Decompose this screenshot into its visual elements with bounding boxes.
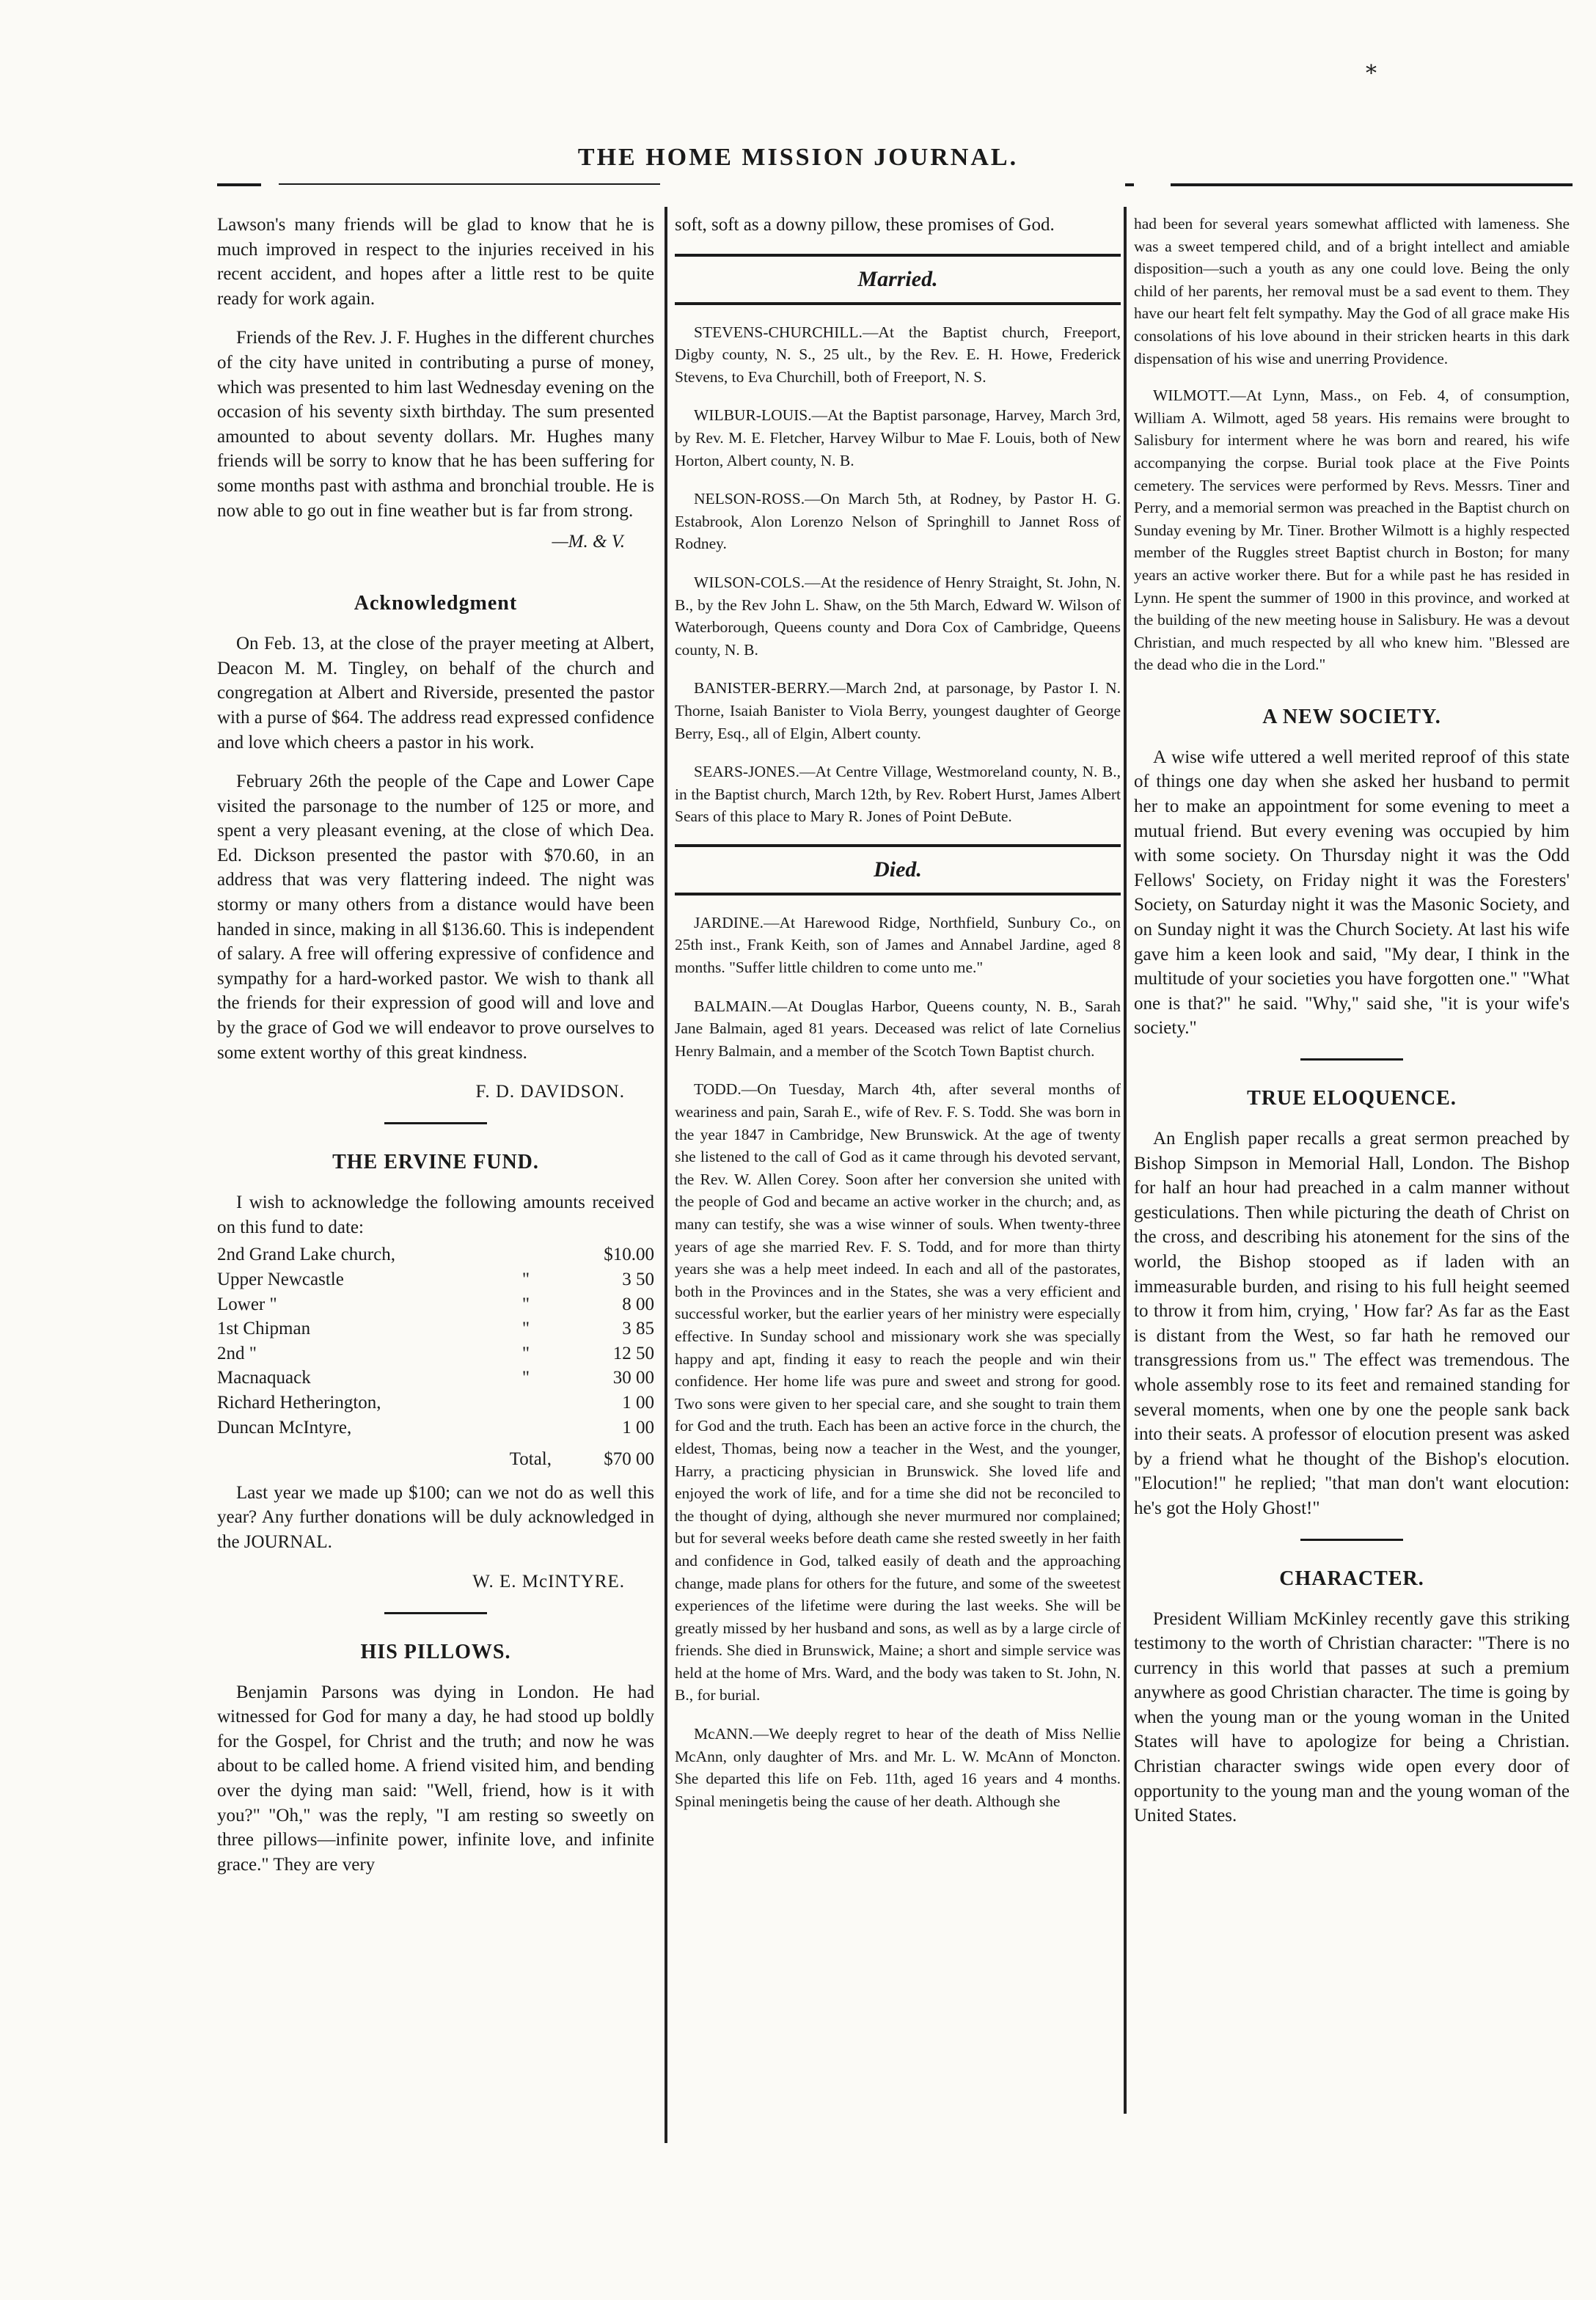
section-rule-3 [1300, 1058, 1403, 1061]
character-paragraph: President William McKinley recently gave this striking testimony to the worth of Christian character: "There is no currency in this world that passes at such a premium anywhere as good Christian character. The time is going by when the young man or the young woman in the United States will have to apologize for being a Christian. Christian character swings wide open every door of opportunity to the young man and the young woman of the United States. [1134, 1608, 1570, 1826]
ervine-fund-ditto: " [521, 1270, 530, 1289]
died-notices [675, 912, 1121, 1813]
ervine-fund-amount: 8 00 [622, 1294, 654, 1314]
married-notice: WILBUR-LOUIS.—At the Baptist parsonage, Harvey, March 3rd, by Rev. M. E. Fletcher, Harvey Wilbur to Mae F. Louis, both of New Horton, Albert county, N. B. [675, 406, 1121, 469]
married-notice: WILSON-COLS.—At the residence of Henry Straight, St. John, N. B., by the Rev John L. Shaw, on the 5th March, Edward W. Wilson of Waterborough, Queens county and Dora Cox of Cambridge, Queens county, N. B. [675, 573, 1121, 659]
his-pillows-heading: HIS PILLOWS. [360, 1640, 511, 1663]
acknowledgment-heading: Acknowledgment [354, 592, 518, 615]
mcann-continued: had been for several years somewhat afflicted with lameness. She was a sweet tempered child, and of a bright intellect and amiable disposition—such a youth as any one could love. Being the only child of her parents, her removal must be a sad event to them. They have our heart felt felt sympathy. May the God of all grace make His consolations of his love abound in their stricken hearts in this dark dispensation of his wise and unerring Providence. [1134, 215, 1570, 367]
ervine-fund-row [217, 1391, 654, 1415]
ervine-fund-row [217, 1242, 654, 1267]
ervine-fund-ditto [478, 1242, 574, 1267]
ervine-fund-name: 2nd " [217, 1343, 257, 1363]
married-title: Married. [857, 266, 938, 291]
ervine-fund-ditto: " [521, 1294, 530, 1314]
header-rule-col1 [279, 183, 660, 185]
ervine-fund-name: Richard Hetherington, [217, 1392, 381, 1413]
column-1 [217, 213, 654, 1891]
ervine-fund-heading: THE ERVINE FUND. [332, 1151, 539, 1174]
married-notice: SEARS-JONES.—At Centre Village, Westmoreland county, N. B., in the Baptist church, March 12th, by Rev. Robert Hurst, James Albert Sears of this place to Mary R. Jones of Point DeBute. [675, 763, 1121, 826]
new-society-paragraph: A wise wife uttered a well merited reproof of this state of things one day when she asked her husband to permit her to make an appointment for some evening to meet a mutual friend. But every evening was occupied by him with some society. On Thursday night it was the Odd Fellows' Society, on Friday night it was the Foresters' Society, on Saturday night it was the Masonic Society, and on Sunday night it was the Church Society. At last his wife gave him a keen look and said, "My dear, I think in the multitude of your societies you have forgotten one." "What one is that?" he said. "Why," said she, "it is your wife's society." [1134, 747, 1570, 1039]
died-notice: BALMAIN.—At Douglas Harbor, Queens county, N. B., Sarah Jane Balmain, aged 81 years. Deceased was relict of late Cornelius Henry Balmain, and a member of the Scotch Town Baptist church. [675, 997, 1121, 1060]
died-notice: JARDINE.—At Harewood Ridge, Northfield, Sunbury Co., on 25th inst., Frank Keith, son of James and Annabel Jardine, aged 8 months. "Suffer little children to come unto me." [675, 913, 1121, 977]
ervine-fund-total-label: Total, [509, 1449, 552, 1470]
hughes-signature: —M. & V. [552, 532, 625, 552]
ervine-fund-name: 1st Chipman [217, 1319, 311, 1339]
column-3 [1134, 213, 1570, 1843]
ervine-fund-row [217, 1267, 654, 1292]
ervine-fund-amount: 12 50 [612, 1343, 654, 1363]
acknowledgment-paragraph-1: On Feb. 13, at the close of the prayer meeting at Albert, Deacon M. M. Tingley, on behalf of the church and congregation at Albert and Riverside, presented the pastor with a purse of $64. The address read expressed confidence and love which cheers a pastor in his work. [217, 634, 654, 752]
married-notice: BANISTER-BERRY.—March 2nd, at parsonage, by Pastor I. N. Thorne, Isaiah Banister to Viola Berry, youngest daughter of George Berry, Esq., all of Elgin, Albert county. [675, 679, 1121, 742]
died-notice: TODD.—On Tuesday, March 4th, after several months of weariness and pain, Sarah E., wife of Rev. F. S. Todd. She was born in the year 1847 in Cambridge, New Brunswick. At the age of twenty she listened to the call of God as it came through his devoted servant, the Rev. W. Allen Corey. Soon after her conversion she united with the people of God and became an active worker in the church; and, as many can testify, she was a wise winner of souls. When twenty-three years of age she married Rev. F. S. Todd, and for more than thirty years she was a help meet indeed. In each and all of the pastorates, both in the Provinces and in the States, she was a very efficient and successful worker, but the earlier years of her ministry were especially effective. In Sunday school and missionary work she was specially happy and apt, finding it easy to reach the people and win their confidence. Her home life was pure and sweet and strong for good. Two sons were given to her special care, and she sought to train them for God and the truth. Each has been an active force in the church, the eldest, Thomas, being now a teacher in the West, and the younger, Harry, a practicing physician in Brunswick. She loved life and enjoyed the work of life, and for a time she did not be reconciled to the thought of dying, although she never murmured nor complained; but for several weeks before death came she rested sweetly in her faith and confidence in God, talked easily of death and the approaching change, made plans for others for the future, and some of the sweetest experiences of the lifetime were during the last weeks. She will be greatly missed by her husband and sons, as well as by a large circle of friends. She died in Brunswick, Maine; a short and simple service was held at the home of Mrs. Ward, and the body was taken to St. John, N. B., for burial. [675, 1080, 1121, 1704]
wilmott-notice: WILMOTT.—At Lynn, Mass., on Feb. 4, of consumption, William A. Wilmott, aged 58 years. His remains were brought to Salisbury for interment where he was born and reared, his wife accompanying the corpse. Burial took place at the Five Points cemetery. The services were performed by Revs. Messrs. Tiner and Perry, and a memorial sermon was preached in the Baptist church on Sunday evening by Mr. Tiner. Brother Wilmott is a highly respected member of the Ruggles street Baptist church in Boston; for many years an active worker there. But for a while past he has resided in Lynn. He spent the summer of 1900 in this province, and worked at the building of the new meeting house in Salisbury. He was a devout Christian, and much respected by all who knew him. "Blessed are the dead who die in the Lord." [1134, 387, 1570, 674]
ervine-fund-name: Upper Newcastle [217, 1270, 344, 1289]
true-eloquence-heading: TRUE ELOQUENCE. [1247, 1087, 1457, 1110]
true-eloquence-paragraph: An English paper recalls a great sermon preached by Bishop Simpson in Memorial Hall, London. The Bishop for half an hour had preached in a calm manner without gesticulations. Then while picturing the death of Christ on the cross, and describing his atonement for the sins of the world, the Bishop stooped as if laden with an immeasurable burden, and rising to his full height seemed to throw it from him, crying, ' How far? As far as the East is distant from the West, so far hath he removed our transgressions from us." The effect was tremendous. The whole assembly rose to its feet and remained standing for several moments, when one by one the people sank back into their seats. A professor of elocution present was asked by a friend what he thought of the Bishop's elocution. "Elocution!" he replied; "that man don't want elocution: he's got the Holy Ghost!" [1134, 1129, 1570, 1518]
header-rule-right [1171, 183, 1573, 186]
section-rule [384, 1122, 487, 1124]
his-pillows-continued: soft, soft as a downy pillow, these promises of God. [675, 215, 1055, 235]
header-rule-mid [1125, 183, 1134, 186]
section-rule-2 [384, 1612, 487, 1614]
ervine-fund-name: Lower " [217, 1294, 277, 1314]
ervine-fund-outro: Last year we made up $100; can we not do as well this year? Any further donations will be duly acknowledged in the JOURNAL. [217, 1482, 654, 1552]
print-mark: ⁎ [1366, 54, 1377, 78]
ervine-fund-name: Macnaquack [217, 1368, 311, 1388]
ervine-fund-ditto: " [521, 1343, 530, 1363]
ervine-fund-ditto [478, 1415, 574, 1440]
ervine-fund-ditto: " [521, 1368, 530, 1388]
married-notice: STEVENS-CHURCHILL.—At the Baptist church, Freeport, Digby county, N. S., 25 ult., by the Rev. E. H. Howe, Frederick Stevens, to Eva Churchill, both of Freeport, N. S. [675, 323, 1121, 386]
acknowledgment-signature: F. D. DAVIDSON. [475, 1082, 625, 1102]
married-notice: NELSON-ROSS.—On March 5th, at Rodney, by Pastor H. G. Estabrook, Alon Lorenzo Nelson of Springhill to Jannet Ross of Rodney. [675, 490, 1121, 553]
column-divider-1 [665, 207, 667, 2143]
married-banner [675, 254, 1121, 305]
died-title: Died. [874, 857, 922, 882]
ervine-fund-name: Duncan McIntyre, [217, 1417, 352, 1438]
his-pillows-paragraph: Benjamin Parsons was dying in London. He had witnessed for God for many a day, he had stood up boldly for the Gospel, for Christ and the truth; and now he was about to be called home. A friend visited him, and bending over the dying man said: "Well, friend, how is it with you?" "Oh," was the reply, "I am resting so sweetly on three pillows—infinite power, infinite love, and infinite grace." They are very [217, 1682, 654, 1875]
new-society-heading: A NEW SOCIETY. [1262, 705, 1441, 728]
acknowledgment-paragraph-2: February 26th the people of the Cape and Lower Cape visited the parsonage to the number of 125 or more, and spent a very pleasant evening, at the close of which Dea. Ed. Dickson presented the pastor with $70.60, in an address that was very flattering indeed. The night was stormy or many others from a distance would have been handed in since, making in all $136.60. This is independent of salary. A free will offering expressive of confidence and sympathy for a hard-worked pastor. We wish to thank all the friends for their expression of good will and love and by the grace of God we will endeavor to prove ourselves to some extent worthy of this great kindness. [217, 772, 654, 1063]
character-heading: CHARACTER. [1279, 1567, 1424, 1590]
ervine-fund-amount: 3 85 [622, 1319, 654, 1339]
ervine-fund-row [217, 1341, 654, 1366]
ervine-fund-ditto: " [521, 1319, 530, 1339]
died-banner [675, 844, 1121, 896]
ervine-fund-signature: W. E. McINTYRE. [472, 1571, 625, 1592]
ervine-fund-amount: 3 50 [622, 1270, 654, 1289]
journal-header: THE HOME MISSION JOURNAL. [577, 144, 1019, 171]
ervine-fund-total-amount: $70 00 [604, 1449, 654, 1470]
ervine-fund-total-row [217, 1440, 654, 1472]
ervine-fund-row [217, 1366, 654, 1391]
ervine-fund-row [217, 1316, 654, 1341]
ervine-fund-amount: 1 00 [622, 1417, 654, 1438]
ervine-fund-amount: $10.00 [604, 1245, 654, 1265]
section-rule-4 [1300, 1539, 1403, 1541]
ervine-fund-name: 2nd Grand Lake church, [217, 1245, 395, 1265]
ervine-fund-table [217, 1242, 654, 1471]
column-2 [675, 213, 1121, 1828]
married-notices [675, 321, 1121, 828]
ervine-fund-ditto [478, 1391, 574, 1415]
ervine-fund-row [217, 1415, 654, 1440]
died-notice: McANN.—We deeply regret to hear of the death of Miss Nellie McAnn, only daughter of Mrs. and Mr. L. W. McAnn of Moncton. She departed this life on Feb. 11th, aged 16 years and 4 months. Spinal meningetis being the cause of her death. Although she [675, 1725, 1121, 1810]
lawson-paragraph: Lawson's many friends will be glad to know that he is much improved in respect to the injuries received in his recent accident, and hopes after a little rest to be quite ready for work again. [217, 215, 654, 309]
ervine-fund-amount: 1 00 [622, 1392, 654, 1413]
hughes-paragraph: Friends of the Rev. J. F. Hughes in the different churches of the city have united in contributing a purse of money, which was presented to him last Wednesday evening on the occasion of his seventy sixth birthday. The sum presented amounted to about seventy dollars. Mr. Hughes many friends will be sorry to know that he has been suffering for some months past with asthma and bronchial trouble. He is now able to go out in fine weather but is far from strong. [217, 328, 654, 521]
ervine-fund-intro: I wish to acknowledge the following amounts received on this fund to date: [217, 1193, 654, 1237]
ervine-fund-row [217, 1292, 654, 1317]
header-rule-left [217, 183, 261, 186]
column-divider-2 [1124, 207, 1127, 2114]
ervine-fund-amount: 30 00 [612, 1368, 654, 1388]
